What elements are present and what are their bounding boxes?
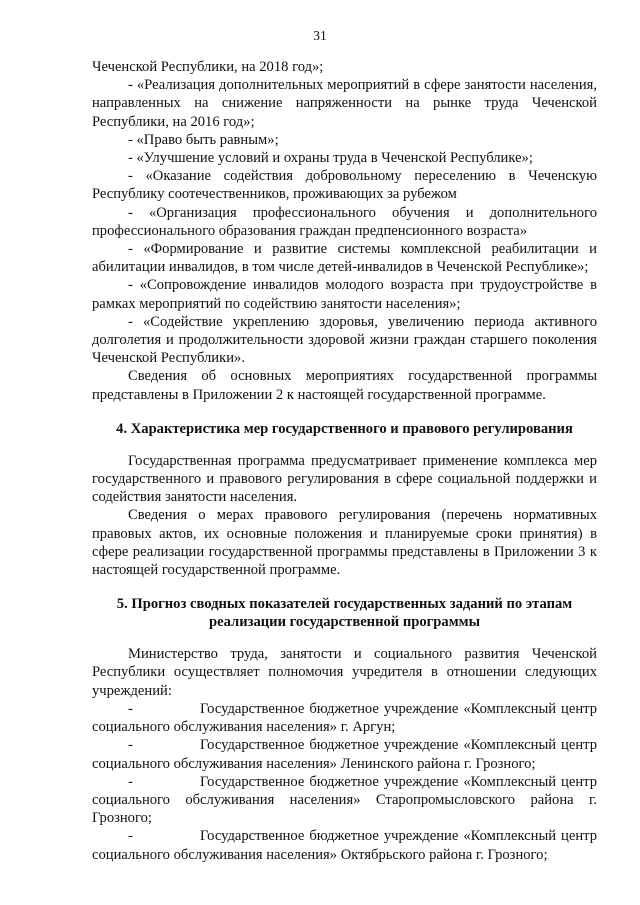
- list-item-text: Государственное бюджетное учреждение «Комплексный центр социального обслуживания населения» г. Аргун;: [92, 700, 597, 736]
- list-item: - «Оказание содействия добровольному переселению в Чеченскую Республику соотечественников, проживающих за рубежом: [92, 168, 597, 203]
- list-item: [92, 736, 597, 772]
- list-item: - «Организация профессионального обучения и дополнительного профессионального образования граждан предпенсионного возраста»: [92, 204, 597, 239]
- list-item: - «Реализация дополнительных мероприятий в сфере занятости населения, направленных на снижение напряженности на рынке труда Чеченской Республики, на 2016 год»;: [92, 77, 597, 130]
- dash-marker: -: [128, 828, 133, 845]
- list-item-text: Государственное бюджетное учреждение «Комплексный центр социального обслуживания населения» Октябрьского района г. Грозного;: [92, 828, 597, 863]
- list-item: - «Сопровождение инвалидов молодого возраста при трудоустройстве в рамках мероприятий по содействию занятости населения»;: [92, 277, 597, 312]
- list-item: - «Право быть равным»;: [128, 131, 279, 148]
- paragraph: Чеченской Республики, на 2018 год»;: [92, 59, 324, 75]
- section-4-heading: 4. Характеристика мер государственного и правового регулирования: [116, 420, 573, 437]
- list-item: [92, 700, 597, 736]
- paragraph: Государственная программа предусматривает применение комплекса мер государственного и правового регулирования в сфере социальной поддержки и содействия занятости населения.: [92, 452, 597, 506]
- dash-marker: -: [128, 737, 133, 754]
- dash-marker: -: [128, 773, 133, 790]
- list-item-text: Государственное бюджетное учреждение «Комплексный центр социального обслуживания населения» Старопромысловского района г. Грозного;: [92, 773, 597, 827]
- list-item: - «Формирование и развитие системы комплексной реабилитации и абилитации инвалидов, в том числе детей-инвалидов в Чеченской Республике»;: [92, 241, 597, 276]
- paragraph: Министерство труда, занятости и социального развития Чеченской Республики осуществляет полномочия учредителя в отношении следующих учреждений:: [92, 646, 597, 699]
- page-content: [92, 58, 597, 864]
- list-item: - «Содействие укреплению здоровья, увеличению периода активного долголетия и продолжительности здоровой жизни граждан старшего поколения Чеченской Республики».: [92, 313, 597, 367]
- list-item: [92, 773, 597, 828]
- paragraph: Сведения об основных мероприятиях государственной программы представлены в Приложении 2 к настоящей государственной программе.: [92, 368, 597, 403]
- dash-marker: -: [128, 700, 133, 717]
- section-5-heading: 5. Прогноз сводных показателей государственных заданий по этапам реализации государственной программы: [116, 596, 573, 631]
- list-item: [92, 827, 597, 863]
- paragraph: Сведения о мерах правового регулирования (перечень нормативных правовых актов, их основные положения и планируемые сроки принятия) в сфере реализации государственной программы представлены в Приложении 3 к настоящей государственной программе.: [92, 507, 597, 579]
- list-item-text: Государственное бюджетное учреждение «Комплексный центр социального обслуживания населения» Ленинского района г. Грозного;: [92, 737, 597, 772]
- page-number: 31: [313, 28, 327, 43]
- list-item: - «Улучшение условий и охраны труда в Чеченской Республике»;: [128, 150, 533, 167]
